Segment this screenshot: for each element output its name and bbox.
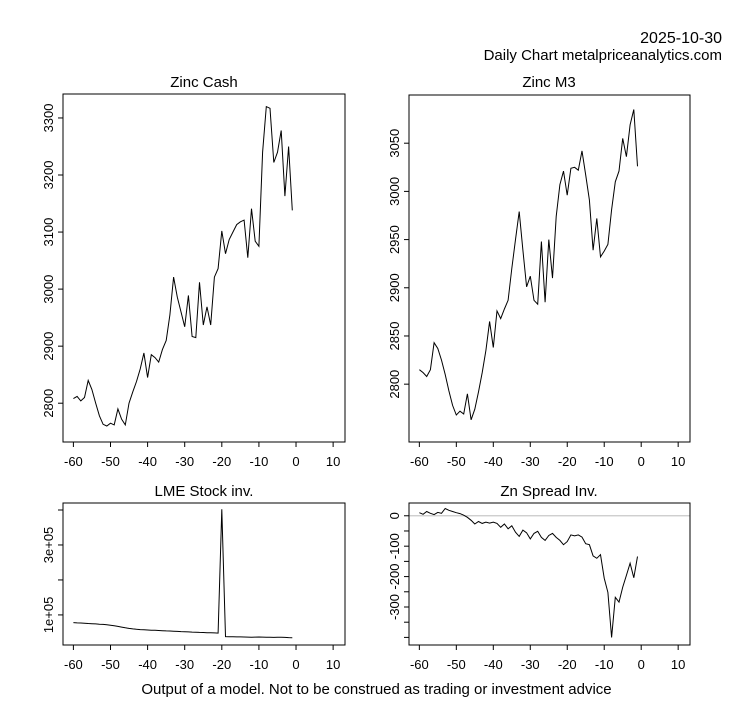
x-tick-label: 10 [325,454,341,469]
y-tick-label: 3050 [387,128,402,158]
x-tick-label: -50 [446,454,466,469]
x-tick-label: 0 [637,657,645,672]
series-line [419,509,637,638]
x-tick-label: -40 [138,657,157,672]
y-tick-label: 3e+05 [41,526,56,564]
y-tick-label: 2850 [387,321,402,351]
disclaimer-caption: Output of a model. Not to be construed as trading or investment advice [141,681,612,698]
y-tick-label: 3300 [41,103,56,133]
x-tick-label: 0 [292,454,300,469]
y-tick-label: 1e+05 [41,596,56,634]
x-tick-label: -30 [175,657,195,672]
plot-box [63,503,345,645]
series-line [419,110,637,420]
x-tick-label: -60 [409,454,429,469]
chart-title-lme-stock: LME Stock inv. [154,483,254,500]
y-tick-label: 3100 [41,217,56,247]
y-tick-label: 2900 [41,331,56,361]
x-tick-label: -10 [594,657,614,672]
x-tick-label: -30 [520,454,540,469]
x-tick-label: -20 [212,657,232,672]
report-date: 2025-10-30 [640,30,722,47]
x-tick-label: -50 [101,454,120,469]
x-tick-label: -60 [63,454,83,469]
y-tick-label: -100 [387,533,402,560]
x-tick-label: -20 [557,657,577,672]
x-tick-label: -60 [409,657,429,672]
series-line [73,509,292,637]
x-tick-label: -60 [63,657,83,672]
x-tick-label: -10 [249,657,269,672]
x-tick-label: 10 [325,657,341,672]
x-tick-label: -30 [520,657,540,672]
chart-title-zinc-m3: Zinc M3 [522,74,576,91]
chart-title-zn-spread: Zn Spread Inv. [500,483,598,500]
y-tick-label: 2950 [387,225,402,255]
y-tick-label: 2800 [41,388,56,418]
x-tick-label: 10 [670,454,686,469]
y-tick-label: 2800 [387,369,402,399]
x-tick-label: 0 [637,454,645,469]
x-tick-label: -40 [138,454,157,469]
x-tick-label: -20 [212,454,232,469]
y-tick-label: 2900 [387,273,402,303]
x-tick-label: -20 [557,454,577,469]
y-tick-label: 0 [387,512,402,520]
x-tick-label: -40 [483,454,503,469]
x-tick-label: -40 [483,657,503,672]
y-tick-label: -200 [387,563,402,590]
y-tick-label: 3200 [41,160,56,190]
x-tick-label: 10 [670,657,686,672]
x-tick-label: -50 [446,657,466,672]
plot-box [409,503,690,645]
report-source: Daily Chart metalpriceanalytics.com [483,47,722,64]
x-tick-label: -30 [175,454,195,469]
chart-title-zinc-cash: Zinc Cash [170,74,238,91]
x-tick-label: -10 [249,454,269,469]
series-line [73,107,292,426]
y-tick-label: -300 [387,593,402,621]
x-tick-label: -50 [101,657,120,672]
y-tick-label: 3000 [41,274,56,304]
plot-box [409,95,690,442]
y-tick-label: 3000 [387,176,402,206]
x-tick-label: -10 [594,454,614,469]
x-tick-label: 0 [292,657,300,672]
plot-box [63,94,345,442]
